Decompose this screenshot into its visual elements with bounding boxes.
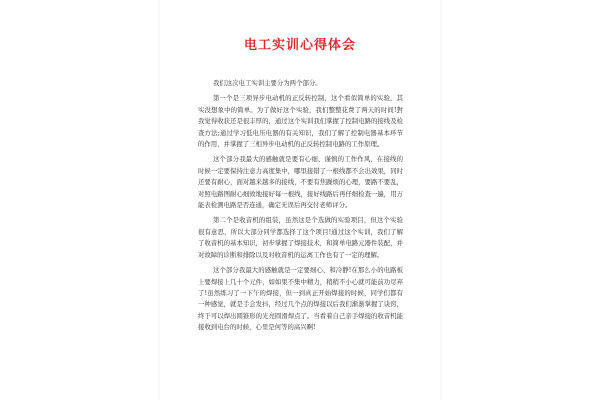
paragraph-radio-assembly: 第二个是收音机的组装，虽然这是个选做的实验项目，但这个实验很有意思，所以大部分同学都选择了这个项目!通过这个实训，我们了解了收音机的基本知识，初步掌握了焊接技术，和简单电路元器件装配，并对故障的诊断和排除以及对收音机的运离工作也有了一定的理解。 [198, 216, 403, 259]
document-page [160, 0, 440, 400]
paragraph-wiring-reflection: 这个部分我最大的感触就是要有心细、谨慎的工作作风，在接线的时候一定要保持注意力高度集中，哪里接错了一根线都不会出效果，同时还要有耐心，面对越来越多的接线，不要有焦躁烦的心理，要路不要乱，对照电路图耐心细致地接好每一根线，接好线路后再仔细检查一遍，用万能表检测电路是否连通，确定无误后再交付老师评分。 [198, 155, 403, 210]
document-body [198, 78, 403, 338]
paragraph-soldering-reflection: 这个部分我最大的感触就是一定要细心、和冷静!在那么小的电路板上要焊接上几十个元件，如如果不集中精力，稍稍不小心就可能前功尽弃了!虽然练习了一下午的焊接，但一到真正开始焊接的时候，同学们都有一种感觉，就是手会发抖，经过几个点的焊接以后我们渐渐掌握了诀窍，终于可以焊出圆锥形的光亮圆滑焊点了。当看着自己亲手焊接的收音机能接收到电台的时候，心里是何等的高兴啊! [198, 266, 403, 332]
paragraph-intro: 我们这次电工实训主要分为两个部分。 [213, 79, 322, 87]
document-title: 电工实训心得体会 [243, 38, 356, 53]
paragraph-motor-control: 第一个是三项异步电动机的正反转控制，这个看似简单的实验，其实没想象中的简单。为了做好这个实验，我们整整花费了两天的时间!對我觉得收获还是很丰厚的，通过这个实训我们掌握了控制电路的接线及检查方法;通过学习低电压电器的有关知识，我们了解了控制电器基本环节的作用，并掌握了三相异步电动机的正反转控制电路的工作原理。 [198, 94, 403, 149]
